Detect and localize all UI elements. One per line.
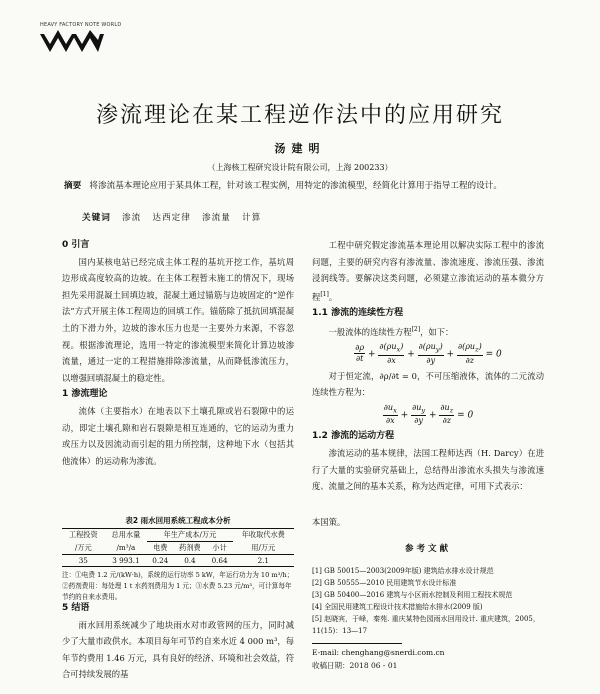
reference-item: [3] GB 50400—2016 建筑与小区雨水控制及利用工程技术规范 [312, 591, 513, 600]
paragraph: 本国策。 [312, 517, 346, 527]
keyword: 计算 [242, 213, 262, 223]
left-column-end [62, 600, 294, 683]
left-column [62, 237, 294, 469]
table-cell: 2.1 [257, 556, 270, 565]
table-header: 药剂费 [179, 543, 201, 552]
right-column: 工程中研究假定渗流基本理论用以解决实际工程中的渗流问题，主要的研究内容有渗流量、渗流速度、渗流压强、渗流浸润线等。要解决这类问题，必须建立渗流运动的基本微分方程[1]。 1.1 渗流的连续性方程 一般流体的连续性方程[2]，如下： $\frac{\partial\rho}{\partial t}$ + $\frac{\partial(\rho u_x)}{\partial x}$ + $\frac{\partial(\rho u_y)}{\partial y}$ + $\frac{\partial(\rho u_z)}{\partial z}$ = 0 对于恒定流，∂ρ/∂t = 0，不可压缩液体，流体的二元流动连续性方程为： $\frac{\partial u_x}{\partial x}$ + $\frac{\partial u_y}{\partial y}$ + $\frac{\partial u_z}{\partial z}$ = 0 1.2 渗流的运动方程 渗流运动的基本规律，法国工程师达西（H. Darcy）在进行了大量的实验研究基础上，总结得出渗流水头损失与渗流速度、流量之间的基本关系，称为达西定律，可用下式表示： [312, 237, 544, 495]
table-cell: 0.64 [211, 556, 228, 565]
table-header-row [62, 529, 294, 542]
table-cell: 0.24 [152, 556, 169, 565]
abstract [64, 178, 544, 194]
received-date: 收稿日期：2018 06 - 01 [312, 661, 398, 671]
table-row [62, 555, 294, 567]
paragraph: 渗流运动的基本规律，法国工程师达西（H. Darcy）在进行了大量的实验研究基础上，总结得出渗流水头损失与渗流速度、流量之间的基本关系，称为达西定律，可用下式表示： [312, 448, 544, 492]
section-heading: 5 结语 [62, 603, 90, 613]
table-header: 总用水量 [111, 530, 141, 540]
keyword: 达西定律 [152, 213, 191, 223]
keywords [82, 211, 261, 223]
logo-caption: HEAVY FACTORY NOTE WORLD [40, 22, 122, 28]
keyword: 渗流 [122, 213, 142, 223]
table-header: 年生产成本/万元 [147, 529, 232, 542]
citation: [1] [320, 290, 329, 298]
keyword: 渗流量 [202, 213, 231, 223]
paragraph: 工程中研究假定渗流基本理论用以解决实际工程中的渗流问题，主要的研究内容有渗流量、渗流速度、渗流压强、渗流浸润线等。要解决这类问题，必须建立渗流运动的基本微分方程 [312, 240, 544, 302]
journal-logo-icon [38, 8, 104, 54]
table-header: 用/万元 [251, 542, 276, 552]
section-heading: 1.2 渗流的运动方程 [312, 431, 395, 442]
section-heading: 1 渗流理论 [62, 389, 108, 400]
section-heading: 0 引言 [62, 240, 90, 250]
author: 汤建明 [274, 142, 326, 155]
references-heading: 参考文献 [404, 543, 451, 554]
affiliation: （上海核工程研究设计院有限公司，上海 200233） [207, 163, 393, 172]
reference-item: [2] GB 50555—2010 民用建筑节水设计标准 [312, 579, 457, 588]
right-column-end [312, 514, 544, 672]
table-caption: 表2 雨水回用系统工程成本分析 [125, 516, 231, 525]
paragraph: 流体（主要指水）在地表以下土壤孔隙或岩石裂隙中的运动，即定土壤孔隙和岩石裂隙是相互连通的，它的运动为重力或压力以及因流动而引起的阻力所控制，这种地下水（包括其他流体）的运动称为渗流。 [62, 405, 294, 466]
keywords-label: 关键词 [82, 213, 111, 223]
section-heading: 1.1 渗流的连续性方程 [312, 308, 404, 319]
table-cell: 35 [78, 556, 88, 565]
abstract-text: 将渗流基本理论应用于某具体工程，针对该工程实例，用特定的渗流模型，经简化计算用于指导工程的设计。 [89, 181, 502, 191]
continuity-equation: $\frac{\partial\rho}{\partial t}$ + $\frac{\partial(\rho u_x)}{\partial x}$ + $\frac{\partial(\rho u_y)}{\partial y}$ + $\frac{\partial(\rho u_z)}{\partial z}$ = 0 [355, 342, 502, 365]
table-header-row [62, 542, 294, 555]
email: E-mail: chenghang@snerdi.com.cn [312, 648, 445, 658]
table-header: /万元 [74, 542, 92, 552]
cost-table [62, 528, 294, 567]
paragraph: 对于恒定流，∂ρ/∂t = 0，不可压缩液体，流体的二元流动连续性方程为： [312, 370, 544, 398]
incompressible-equation: $\frac{\partial u_x}{\partial x}$ + $\frac{\partial u_y}{\partial y}$ + $\frac{\partial u_z}{\partial z}$ = 0 [383, 402, 474, 426]
reference-list [312, 565, 544, 637]
table-cell: 0.4 [184, 556, 196, 565]
citation: [2] [411, 325, 421, 333]
paragraph: 国内某核电站已经完成主体工程的基坑开挖工作，基坑周边形成高度较高的边坡。在主体工程暂未施工的情况下，现场担先采用混凝土回填边坡，混凝土通过锚筋与边坡固定的“逆作法”方式开展主体工程周边的回填工作。锚筋除了抵抗回填混凝土的下滑力外，边坡的渗水压力也是一主要外力来源，不容忽视。根据渗流理论，选用一特定的渗流模型来简化计算边坡渗流量，通过一定的工程措施排除渗流量，从而降低渗流压力，以增强回填混凝土的稳定性。 [62, 256, 294, 383]
table-header: 电费 [153, 543, 168, 552]
table-header: /m³/a [116, 543, 136, 553]
table-header: 年收取代水费 [241, 530, 285, 540]
table-header: 小计 [212, 543, 227, 552]
paragraph: ，如下： [420, 326, 454, 337]
table-note: 注：①电费 1.2 元/(kW·h)，系统的运行功率 5 kW，年运行功力为 10 m³/h；②药剂费用：每处理 1 t 水药剂费用为 1 元；③水费 5.23 元/m³，可计算每年节约的自来水费用。 [62, 571, 294, 601]
reference-item: [1] GB 50015—2003(2009年版) 建筑给水排水设计规范 [312, 567, 494, 576]
reference-item: [4] 全国民用建筑工程设计技术措施给水排水(2009 版) [312, 603, 483, 612]
abstract-label: 摘要 [64, 181, 82, 191]
table-cell: 3 993.1 [112, 556, 140, 565]
paragraph: 雨水回用系统减少了地块雨水对市政管网的压力，同时减少了大量市政供水。本项目每年可节约自来水近 4 000 m³，每年节约费用 1.46 万元，具有良好的经济、环境和社会效益，符合可持续发展的基 [62, 619, 294, 680]
table-block [62, 515, 294, 603]
table-header: 工程投资 [68, 530, 98, 540]
page-title: 渗流理论在某工程逆作法中的应用研究 [95, 103, 504, 128]
reference-item: [5] 赵晓宾，于峰，秦苑. 重庆某特色园雨水回用设计. 重庆建筑，2005，11(15)：13—17 [312, 615, 540, 636]
paragraph: 一般流体的连续性方程 [328, 326, 412, 337]
